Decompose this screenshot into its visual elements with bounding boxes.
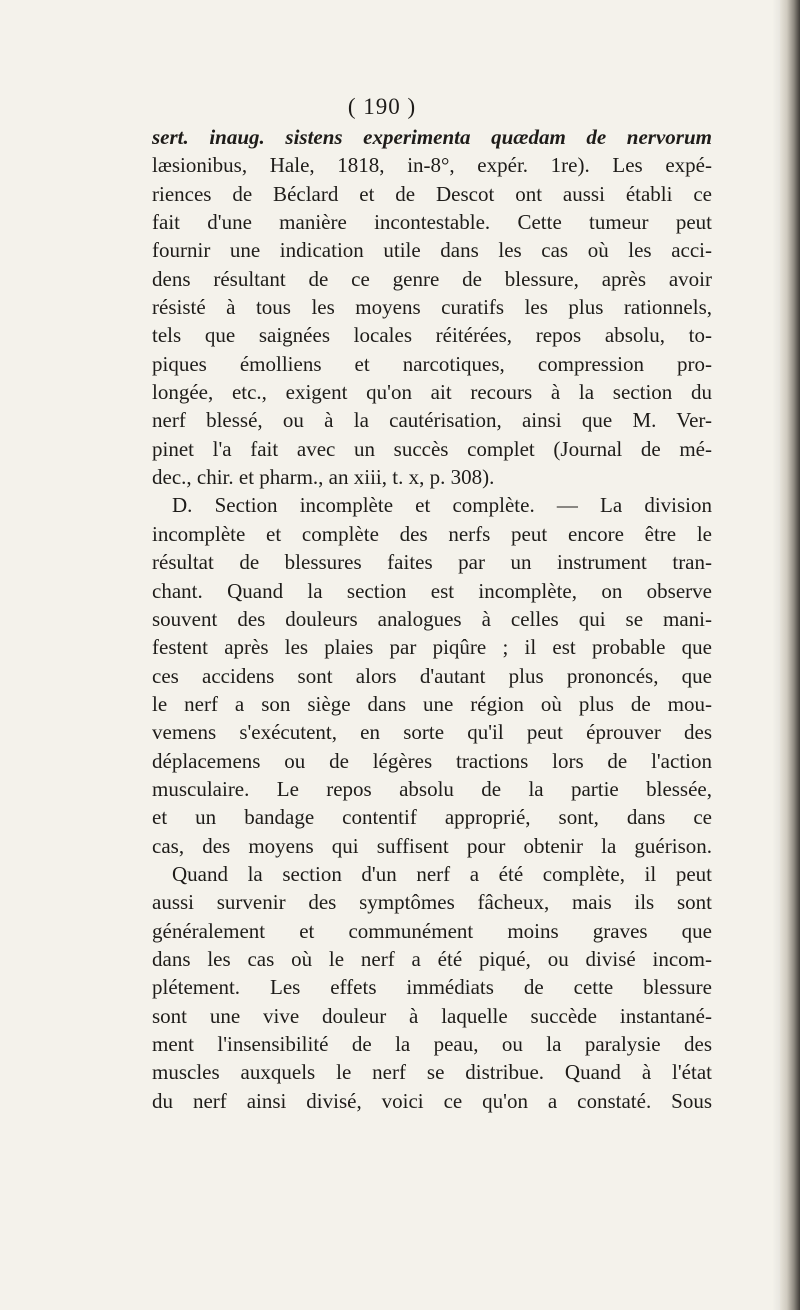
text-line-10: longée, etc., exigent qu'on ait recours à la section du bbox=[152, 380, 712, 405]
text-line-4: fait d'une manière incontestable. Cette tumeur peut bbox=[152, 210, 712, 235]
text-line-21: le nerf a son siège dans une région où plus de mou- bbox=[152, 691, 712, 716]
text-line-26: cas, des moyens qui suffisent pour obtenir la guérison. bbox=[152, 833, 712, 858]
text-line-29: généralement et communément moins graves que bbox=[152, 918, 712, 943]
text-line-28: aussi survenir des symptômes fâcheux, mais ils sont bbox=[152, 890, 712, 915]
page-gutter-shadow bbox=[772, 0, 780, 1310]
text-line-20: ces accidens sont alors d'autant plus prononcés, que bbox=[152, 663, 712, 688]
text-line-30: dans les cas où le nerf a été piqué, ou divisé incom- bbox=[152, 946, 712, 971]
text-line-8: tels que saignées locales réitérées, repos absolu, to- bbox=[152, 323, 712, 348]
text-line-35: du nerf ainsi divisé, voici ce qu'on a constaté. Sous bbox=[152, 1088, 712, 1113]
text-line-14: D. Section incomplète et complète. — La division bbox=[172, 493, 712, 518]
text-line-27: Quand la section d'un nerf a été complète, il peut bbox=[172, 861, 712, 886]
text-line-18: souvent des douleurs analogues à celles qui se mani- bbox=[152, 606, 712, 631]
text-line-1: sert. inaug. sistens experimenta quædam de nervorum bbox=[152, 125, 712, 149]
text-line-24: musculaire. Le repos absolu de la partie blessée, bbox=[152, 776, 712, 801]
text-line-5: fournir une indication utile dans les cas où les acci- bbox=[152, 238, 712, 263]
text-line-2: læsionibus, Hale, 1818, in-8°, expér. 1re). Les expé- bbox=[152, 153, 712, 178]
text-line-31: plétement. Les effets immédiats de cette blessure bbox=[152, 975, 712, 1000]
text-line-11: nerf blessé, ou à la cautérisation, ainsi que M. Ver- bbox=[152, 408, 712, 433]
page-number-text: ( 190 ) bbox=[347, 94, 417, 119]
body-text bbox=[152, 123, 712, 1115]
text-line-6: dens résultant de ce genre de blessure, après avoir bbox=[152, 266, 712, 291]
text-line-15: incomplète et complète des nerfs peut encore être le bbox=[152, 521, 712, 546]
text-line-3: riences de Béclard et de Descot ont aussi établi ce bbox=[152, 181, 712, 206]
text-line-12: pinet l'a fait avec un succès complet (Journal de mé- bbox=[152, 436, 712, 461]
text-line-7: résisté à tous les moyens curatifs les plus rationnels, bbox=[152, 295, 712, 320]
text-line-32: sont une vive douleur à laquelle succède instantané- bbox=[152, 1003, 712, 1028]
text-line-13: dec., chir. et pharm., an xiii, t. x, p. 308). bbox=[152, 465, 495, 490]
text-line-33: ment l'insensibilité de la peau, ou la paralysie des bbox=[152, 1032, 712, 1056]
text-line-34: muscles auxquels le nerf se distribue. Quand à l'état bbox=[152, 1060, 712, 1085]
page-edge bbox=[780, 0, 800, 1310]
text-line-22: vemens s'exécutent, en sorte qu'il peut éprouver des bbox=[152, 720, 712, 745]
text-line-17: chant. Quand la section est incomplète, on observe bbox=[152, 578, 712, 603]
text-line-23: déplacemens ou de légères tractions lors de l'action bbox=[152, 748, 712, 773]
text-line-9: piques émolliens et narcotiques, compression pro- bbox=[152, 351, 712, 376]
text-line-19: festent après les plaies par piqûre ; il est probable que bbox=[152, 635, 712, 660]
text-line-25: et un bandage contentif approprié, sont, dans ce bbox=[152, 805, 712, 830]
text-line-16: résultat de blessures faites par un instrument tran- bbox=[152, 550, 712, 575]
page-number bbox=[0, 94, 800, 120]
